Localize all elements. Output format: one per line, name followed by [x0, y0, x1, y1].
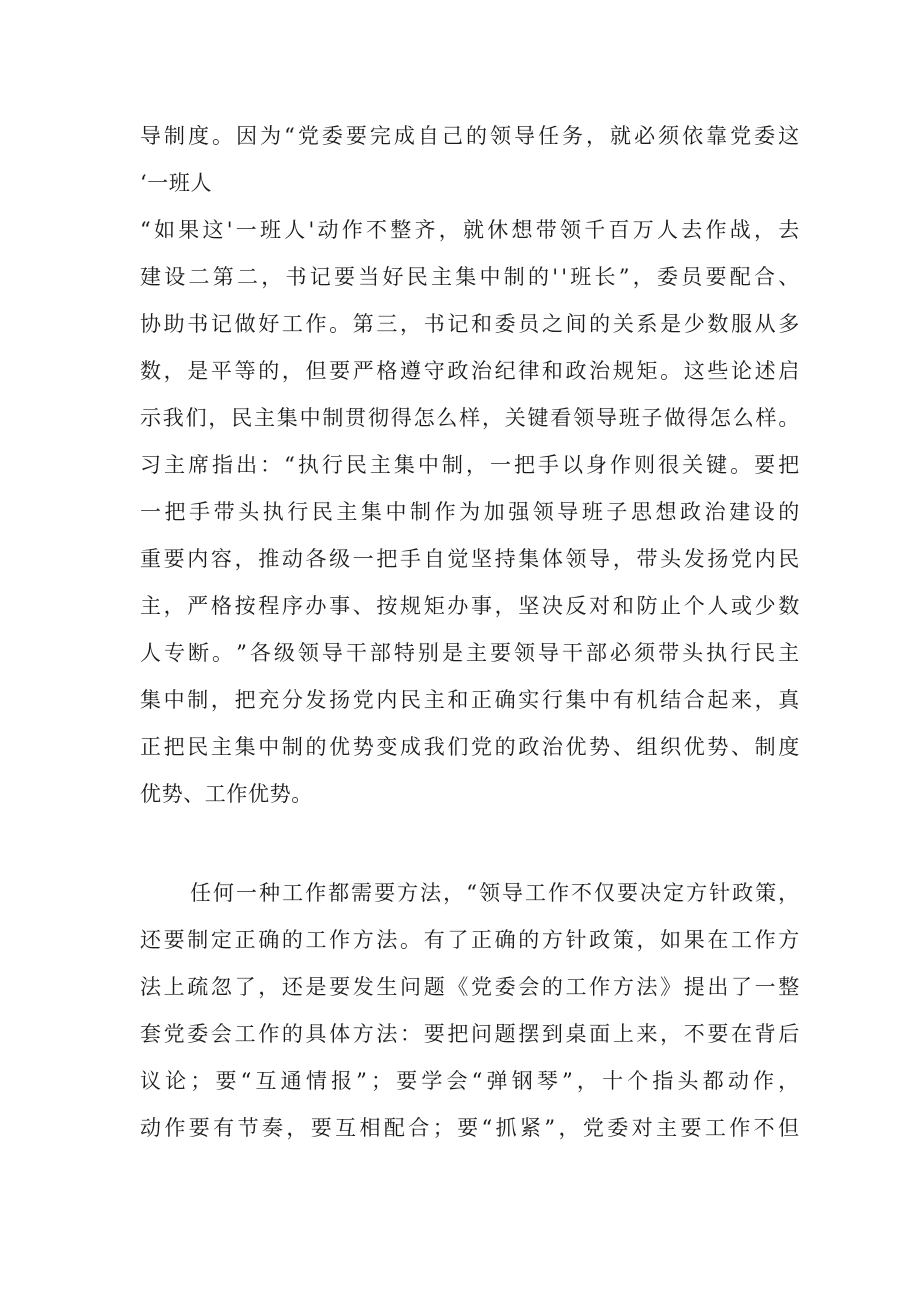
- paragraph-line: 建 设 二 第 二 ， 书 记 要 当 好 民 主 集 中 制 的 ' ' 班 长 ” ， 委 员 要 配 合 、: [140, 265, 800, 289]
- paragraph-line: 人 专 断 。 ” 各 级 领 导 干 部 特 别 是 主 要 领 导 干 部 必 须 带 头 执 行 民 主: [140, 641, 800, 665]
- paragraph-line: 还 要 制 定 正 确 的 工 作 方 法 。 有 了 正 确 的 方 针 政 策 ， 如 果 在 工 作 方: [140, 928, 800, 952]
- paragraph-line: 习 主 席 指 出 ： “ 执 行 民 主 集 中 制 ， 一 把 手 以 身 作 则 很 关 键 。 要 把: [140, 453, 800, 477]
- paragraph-line: 一 把 手 带 头 执 行 民 主 集 中 制 作 为 加 强 领 导 班 子 思 想 政 治 建 设 的: [140, 500, 800, 524]
- paragraph-line: 法 上 疏 忽 了 ， 还 是 要 发 生 问 题 《 党 委 会 的 工 作 方 法 》 提 出 了 一 整: [140, 975, 800, 999]
- paragraph-line: ‘一班人: [140, 171, 213, 195]
- paragraph-line: 正 把 民 主 集 中 制 的 优 势 变 成 我 们 党 的 政 治 优 势 、 组 织 优 势 、 制 度: [140, 735, 800, 759]
- paragraph-line: 优势、工作优势。: [140, 782, 313, 806]
- paragraph-line: 集 中 制 ， 把 充 分 发 扬 党 内 民 主 和 正 确 实 行 集 中 有 机 结 合 起 来 ， 真: [140, 688, 800, 712]
- paragraph-line: 主 ， 严 格 按 程 序 办 事 、 按 规 矩 办 事 ， 坚 决 反 对 和 防 止 个 人 或 少 数: [140, 594, 800, 618]
- paragraph-line: 协 助 书 记 做 好 工 作 。 第 三 ， 书 记 和 委 员 之 间 的 关 系 是 少 数 服 从 多: [140, 312, 800, 336]
- paragraph-line: 套 党 委 会 工 作 的 具 体 方 法 ： 要 把 问 题 摆 到 桌 面 上 来 ， 不 要 在 背 后: [140, 1022, 800, 1046]
- paragraph-line: 动 作 要 有 节 奏 ， 要 互 相 配 合 ； 要 “ 抓 紧 ” ， 党 委 对 主 要 工 作 不 但: [140, 1116, 800, 1140]
- paragraph-line: “ 如 果 这 ' 一 班 人 ' 动 作 不 整 齐 ， 就 休 想 带 领 千 百 万 人 去 作 战 ， 去: [140, 218, 800, 242]
- paragraph-line: 导 制 度 。 因 为 “ 党 委 要 完 成 自 己 的 领 导 任 务 ， 就 必 须 依 靠 党 委 这: [140, 124, 800, 148]
- paragraph-line: 任 何 一 种 工 作 都 需 要 方 法 ， “ 领 导 工 作 不 仅 要 决 定 方 针 政 策 ，: [190, 881, 800, 905]
- paragraph-line: 数 ， 是 平 等 的 ， 但 要 严 格 遵 守 政 治 纪 律 和 政 治 规 矩 。 这 些 论 述 启: [140, 359, 800, 383]
- paragraph-line: 重 要 内 容 ， 推 动 各 级 一 把 手 自 觉 坚 持 集 体 领 导 ， 带 头 发 扬 党 内 民: [140, 547, 800, 571]
- paragraph-line: 议 论 ； 要 “ 互 通 情 报 ” ； 要 学 会 “ 弹 钢 琴 ” ， 十 个 指 头 都 动 作 ，: [140, 1069, 800, 1093]
- paragraph-line: 示 我 们 ， 民 主 集 中 制 贯 彻 得 怎 么 样 ， 关 键 看 领 导 班 子 做 得 怎 么 样 。: [140, 406, 800, 430]
